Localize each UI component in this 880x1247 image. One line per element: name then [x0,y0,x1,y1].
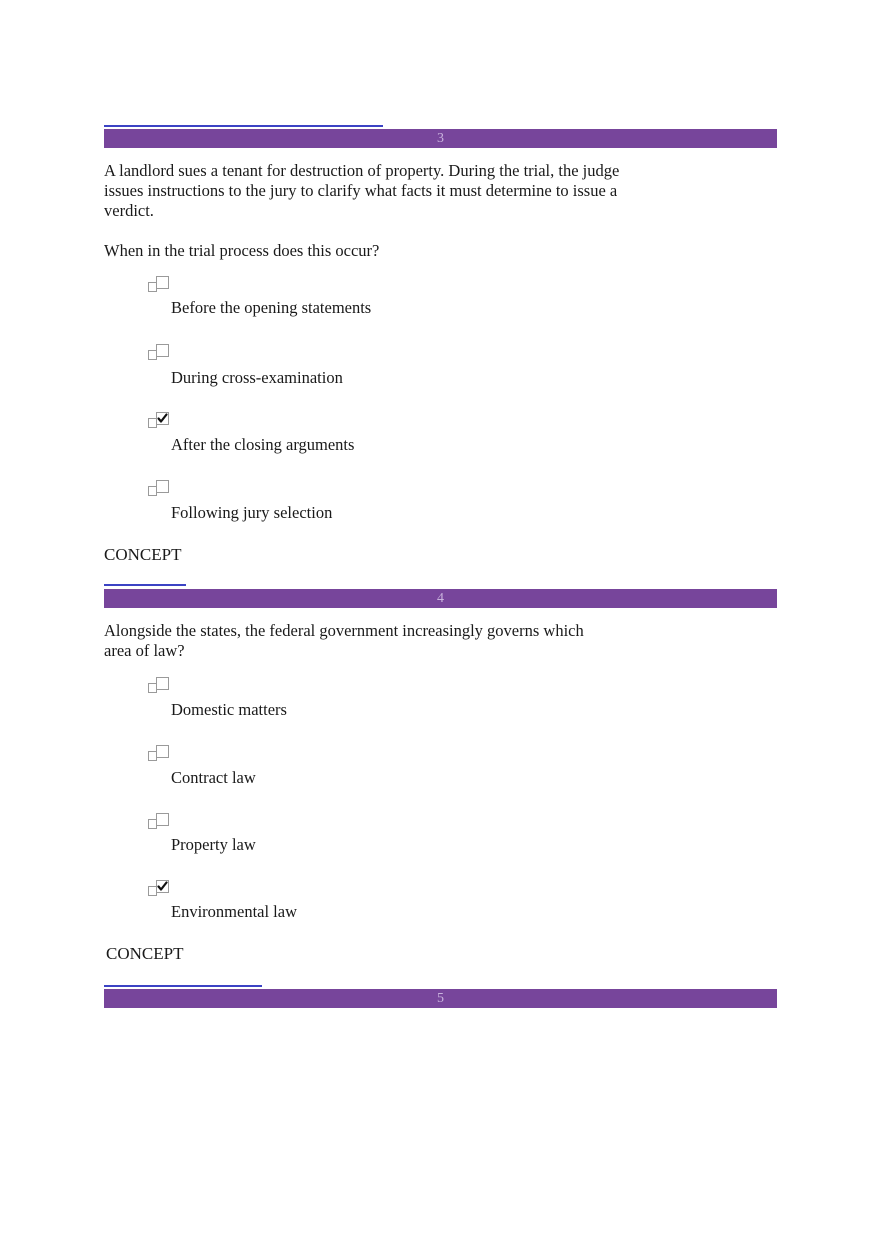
question-number: 4 [437,591,444,606]
checkbox-box [157,277,169,289]
option-label[interactable]: Domestic matters [171,700,287,719]
question-prompt: A landlord sues a tenant for destruction of property. During the trial, the judge issues instructions to the jury to clarify what facts it must determine to issue a verdict. [104,161,620,220]
checkbox-frame [149,419,157,428]
concept-link-rule [104,125,383,127]
option-checkbox[interactable] [147,479,171,499]
option-checkbox[interactable] [147,676,171,696]
option-label[interactable]: Before the opening statements [171,298,372,317]
question-number-bar [104,589,777,608]
option-checkbox[interactable] [147,343,171,363]
empty-box-icon [147,812,171,832]
option-label[interactable]: Property law [171,835,256,854]
option-label[interactable]: During cross-examination [171,368,343,387]
checkbox-frame [149,684,157,693]
checkbox-box [157,746,169,758]
checkbox-box [157,678,169,690]
concept-label: CONCEPT [106,944,184,963]
option-checkbox[interactable] [147,879,171,899]
option-label[interactable]: Following jury selection [171,503,333,522]
checkbox-frame [149,487,157,496]
option-checkbox[interactable] [147,812,171,832]
concept-link-rule [104,985,262,987]
question-number-bar [104,129,777,148]
empty-box-icon [147,676,171,696]
checked-box-icon [147,879,171,899]
empty-box-icon [147,744,171,764]
empty-box-icon [147,275,171,295]
checkbox-frame [149,752,157,761]
checked-box-icon [147,411,171,431]
question-prompt: Alongside the states, the federal government increasingly governs which area of law? [104,621,584,660]
question-subprompt: When in the trial process does this occur? [104,241,380,260]
question-number: 5 [437,991,444,1006]
concept-link-rule [104,584,186,586]
option-checkbox[interactable] [147,275,171,295]
option-checkbox[interactable] [147,411,171,431]
empty-box-icon [147,479,171,499]
checkbox-box [157,814,169,826]
checkbox-box [157,481,169,493]
option-checkbox[interactable] [147,744,171,764]
question-number-bar [104,989,777,1008]
empty-box-icon [147,343,171,363]
checkbox-box [157,345,169,357]
question-number: 3 [437,131,444,146]
option-label[interactable]: Contract law [171,768,256,787]
option-label[interactable]: After the closing arguments [171,435,355,454]
checkbox-frame [149,351,157,360]
option-label[interactable]: Environmental law [171,902,298,921]
checkbox-frame [149,887,157,896]
checkbox-frame [149,820,157,829]
concept-label: CONCEPT [104,545,182,564]
checkbox-frame [149,283,157,292]
